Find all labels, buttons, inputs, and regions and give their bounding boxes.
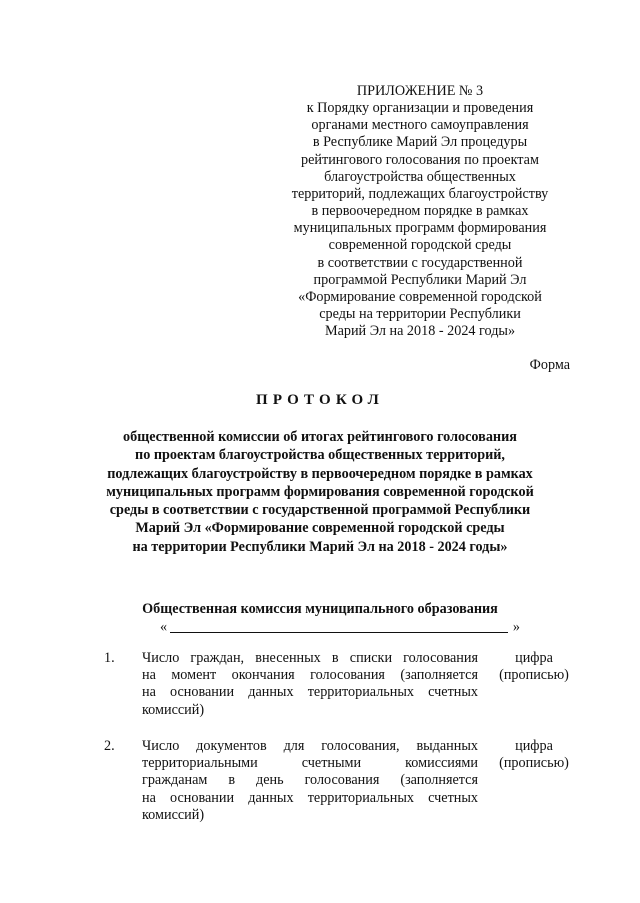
protocol-subtitle-line: по проектам благоустройства общественных территорий, <box>135 447 505 464</box>
protocol-title: ПРОТОКОЛ <box>255 392 385 408</box>
value-hint-line: (прописью) <box>499 755 569 772</box>
appendix-line: программой Республики Марий Эл <box>313 271 527 288</box>
protocol-subtitle-line: на территории Республики Марий Эл на 2018 - 2024 годы» <box>132 538 508 555</box>
item-text <box>142 738 478 824</box>
protocol-subtitle-line: муниципальных программ формирования современной городской <box>106 483 534 500</box>
value-hint-line: (прописью) <box>499 667 569 684</box>
appendix-line: в соответствии с государственной <box>317 254 523 271</box>
appendix-line: «Формирование современной городской <box>298 288 542 305</box>
appendix-line: к Порядку организации и проведения <box>306 100 534 117</box>
protocol-subtitle-line: Марий Эл «Формирование современной городской среды <box>135 520 505 537</box>
item-text-line: территориальными счетными комиссиями <box>142 755 478 772</box>
appendix-line: органами местного самоуправления <box>311 117 529 134</box>
item-text-line: Число документов для голосования, выданных <box>142 738 478 754</box>
appendix-header <box>270 83 570 340</box>
appendix-line: современной городской среды <box>328 237 512 254</box>
item-text-line: Число граждан, внесенных в списки голосования <box>142 650 478 666</box>
item-value-hint <box>488 738 580 772</box>
protocol-subtitle-line: среды в соответствии с государственной программой Республики <box>109 502 531 519</box>
item-text-line: гражданам в день голосования (заполняется <box>142 772 478 789</box>
appendix-line: в первоочередном порядке в рамках <box>311 203 529 220</box>
item-number: 1. <box>104 650 115 666</box>
quote-open: « <box>160 619 168 635</box>
form-label: Форма <box>529 357 570 373</box>
commission-heading: Общественная комиссия муниципального образования <box>142 601 498 617</box>
value-hint-line: цифра <box>515 650 553 666</box>
municipality-name-blank <box>160 619 520 639</box>
item-value-hint <box>488 650 580 684</box>
item-text <box>142 650 478 719</box>
item-text-line: комиссий) <box>142 701 205 718</box>
protocol-subtitle-line: общественной комиссии об итогах рейтингового голосования <box>123 429 517 445</box>
item-text-line: комиссий) <box>142 806 205 823</box>
appendix-title: ПРИЛОЖЕНИЕ № 3 <box>356 83 484 99</box>
appendix-line: территорий, подлежащих благоустройству <box>291 185 549 202</box>
appendix-line: Марий Эл на 2018 - 2024 годы» <box>324 323 516 340</box>
appendix-line: рейтингового голосования по проектам <box>301 151 539 168</box>
appendix-line: в Республике Марий Эл процедуры <box>312 134 528 151</box>
protocol-subtitle-line: подлежащих благоустройству в первоочередном порядке в рамках <box>107 465 533 482</box>
fill-in-line <box>170 632 508 633</box>
item-text-line: на момент окончания голосования (заполняется <box>142 667 478 684</box>
appendix-line: благоустройства общественных <box>324 168 516 185</box>
appendix-line: муниципальных программ формирования <box>293 220 547 237</box>
quote-close: » <box>512 619 520 635</box>
item-text-line: на основании данных территориальных счетных <box>142 684 478 701</box>
appendix-line: среды на территории Республики <box>319 306 521 323</box>
protocol-subtitle <box>80 428 560 556</box>
item-number: 2. <box>104 738 115 754</box>
value-hint-line: цифра <box>515 738 553 754</box>
item-text-line: на основании данных территориальных счетных <box>142 789 478 806</box>
